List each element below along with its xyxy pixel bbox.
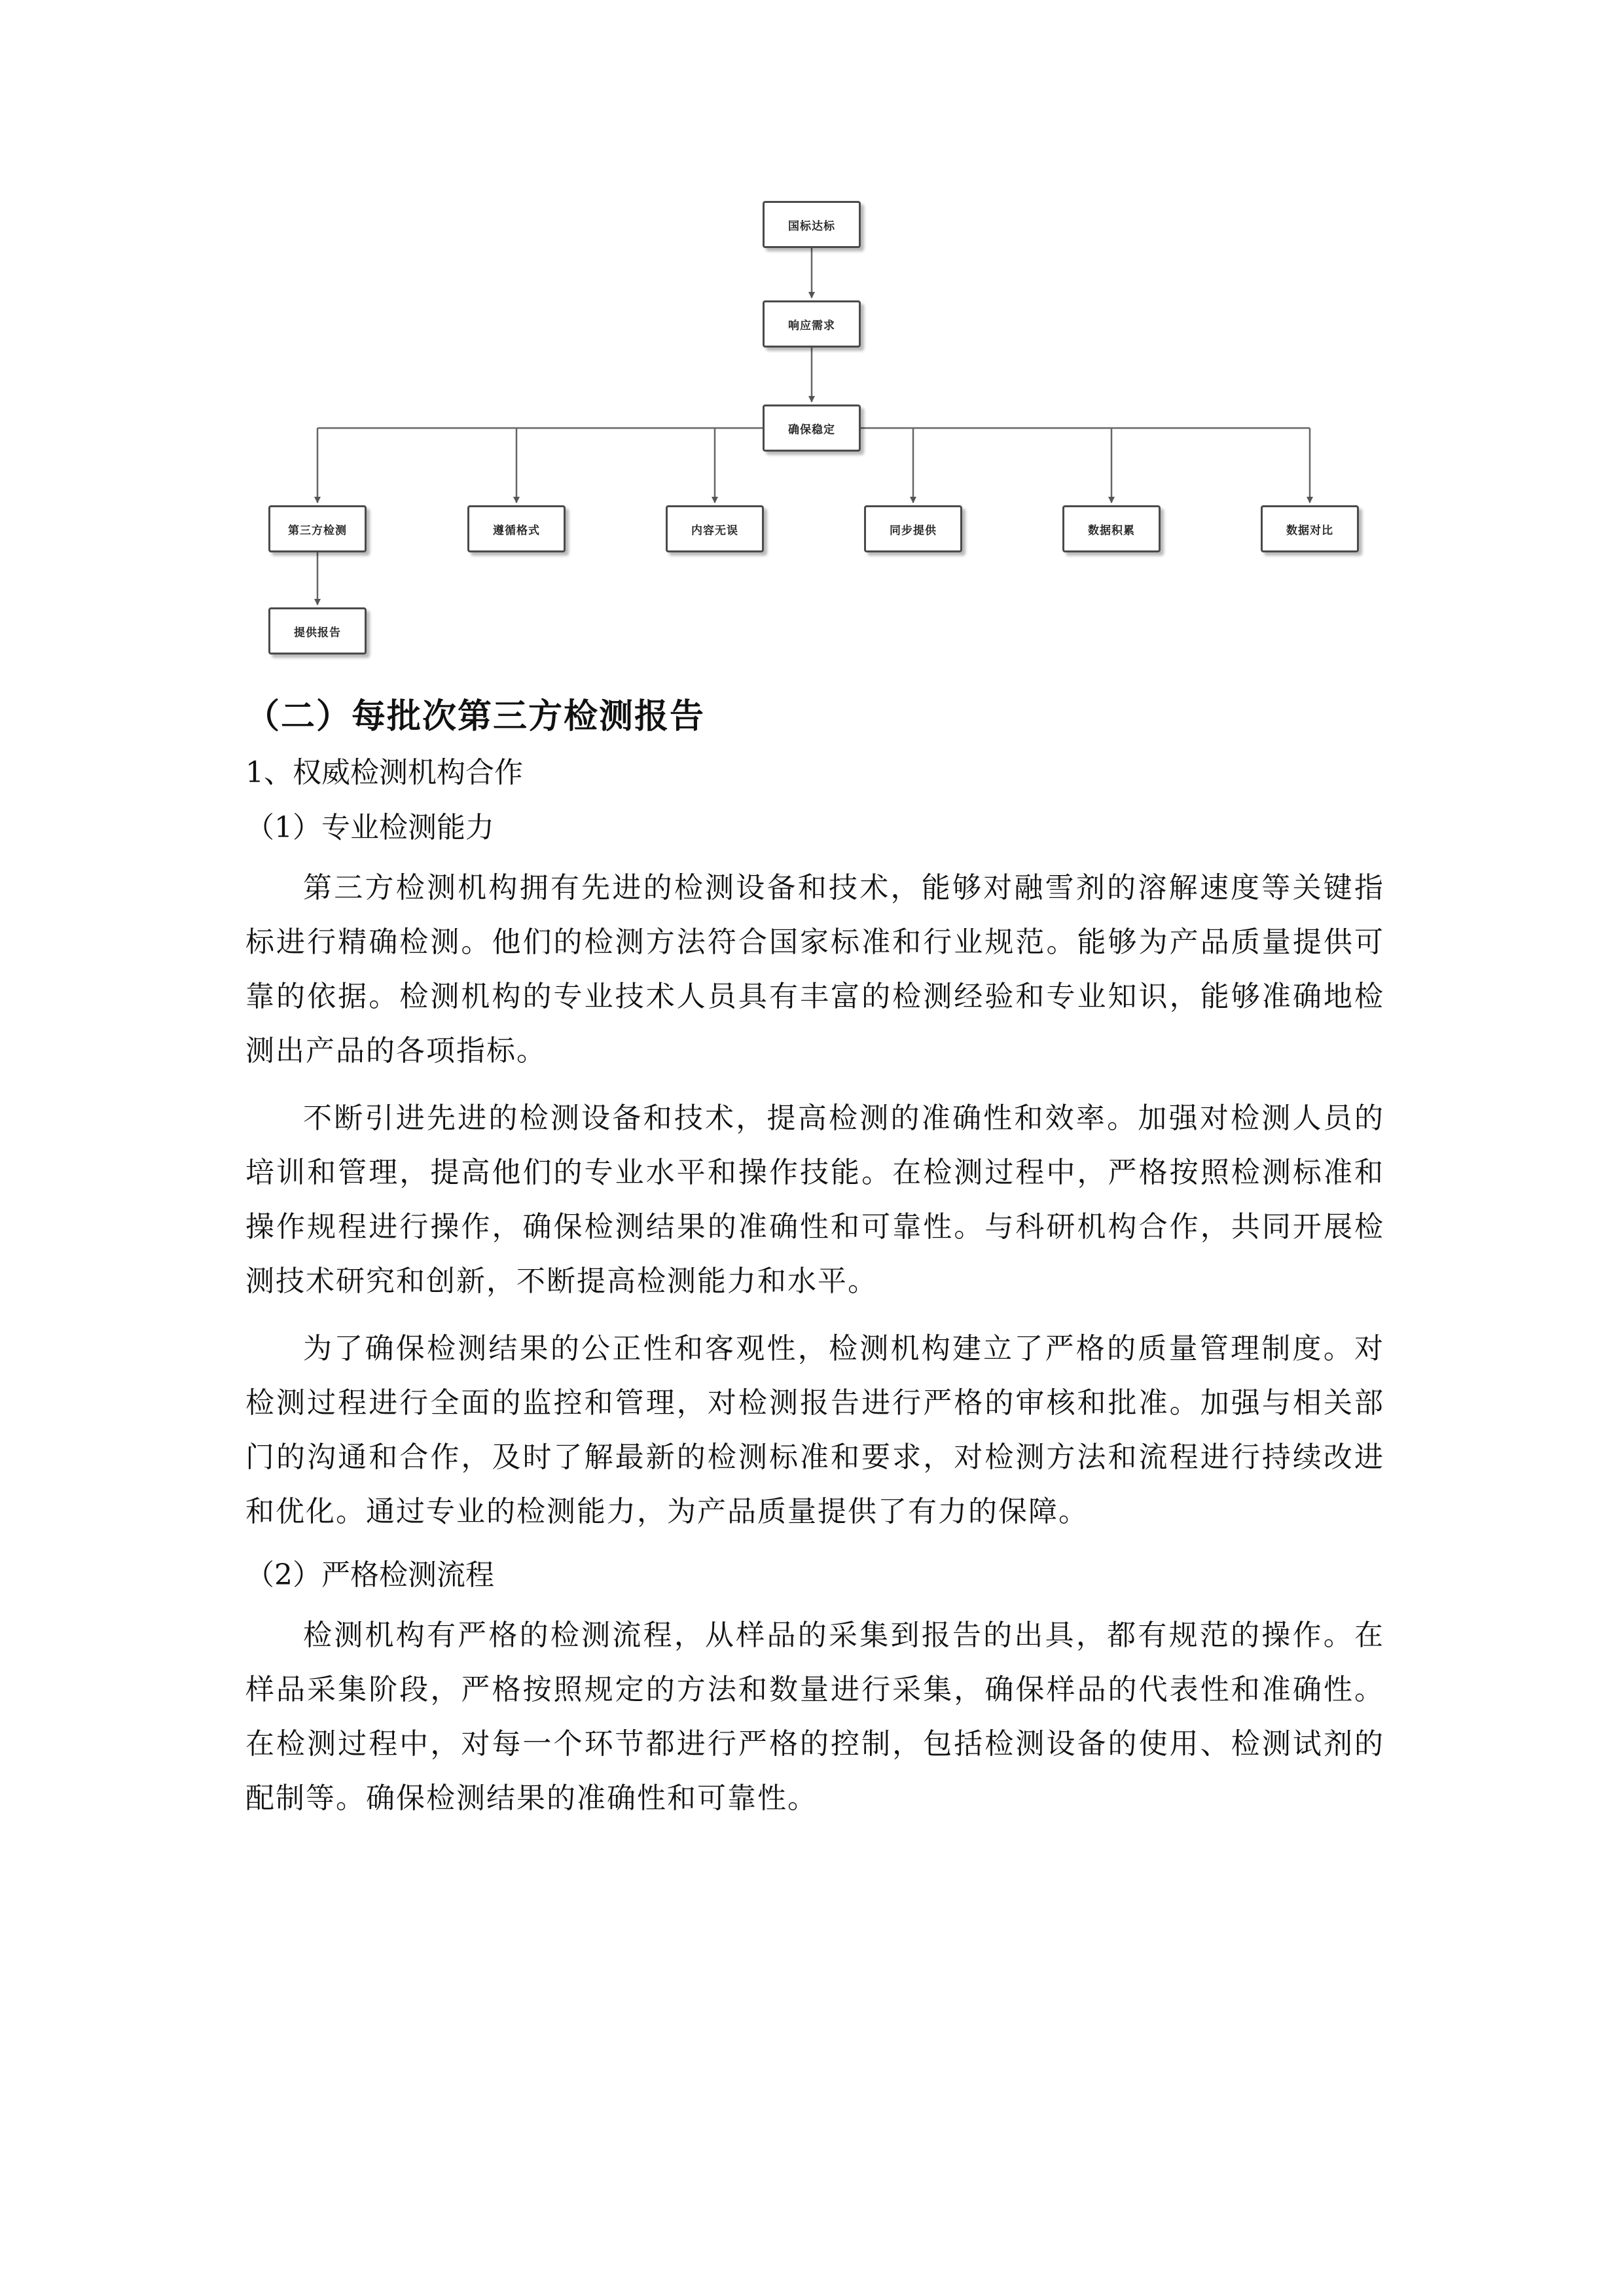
subsection-title: 1、权威检测机构合作 — [245, 756, 523, 789]
document-body — [245, 691, 1384, 1839]
paragraph: 不断引进先进的检测设备和技术，提高检测的准确性和效率。加强对检测人员的培训和管理，提高他们的专业水平和操作技能。在检测过程中，严格按照检测标准和操作规程进行操作，确保检测结果的准确性和可靠性。与科研机构合作，共同开展检测技术研究和创新，不断提高检测能力和水平。 — [245, 1102, 1384, 1298]
part1-heading: （1）专业检测能力 — [245, 811, 494, 844]
paragraph: 第三方检测机构拥有先进的检测设备和技术，能够对融雪剂的溶解速度等关键指标进行精确检测。他们的检测方法符合国家标准和行业规范。能够为产品质量提供可靠的依据。检测机构的专业技术人员具有丰富的检测经验和专业知识，能够准确地检测出产品的各项指标。 — [245, 871, 1384, 1067]
node-provide-report: 提供报告 — [268, 607, 367, 655]
flowchart — [0, 0, 1624, 668]
paragraph: 为了确保检测结果的公正性和客观性，检测机构建立了严格的质量管理制度。对检测过程进行全面的监控和管理，对检测报告进行严格的审核和批准。加强与相关部门的沟通和合作，及时了解最新的检测标准和要求，对检测方法和流程进行持续改进和优化。通过专业的检测能力，为产品质量提供了有力的保障。 — [245, 1332, 1384, 1528]
node-national-standard: 国标达标 — [763, 201, 861, 248]
part2-heading: （2）严格检测流程 — [245, 1558, 494, 1592]
node-data-accumulate: 数据积累 — [1062, 505, 1161, 552]
node-content-correct: 内容无误 — [666, 505, 764, 552]
section-title: （二）每批次第三方检测报告 — [245, 696, 706, 736]
node-ensure-stable: 确保稳定 — [763, 404, 861, 452]
node-sync-provide: 同步提供 — [864, 505, 962, 552]
node-third-party-testing: 第三方检测 — [268, 505, 367, 552]
node-respond-demand: 响应需求 — [763, 300, 861, 348]
node-data-compare: 数据对比 — [1261, 505, 1359, 552]
paragraph: 检测机构有严格的检测流程，从样品的采集到报告的出具，都有规范的操作。在样品采集阶段，严格按照规定的方法和数量进行采集，确保样品的代表性和准确性。在检测过程中，对每一个环节都进行严格的控制，包括检测设备的使用、检测试剂的配制等。确保检测结果的准确性和可靠性。 — [245, 1619, 1384, 1815]
node-follow-format: 遵循格式 — [467, 505, 566, 552]
